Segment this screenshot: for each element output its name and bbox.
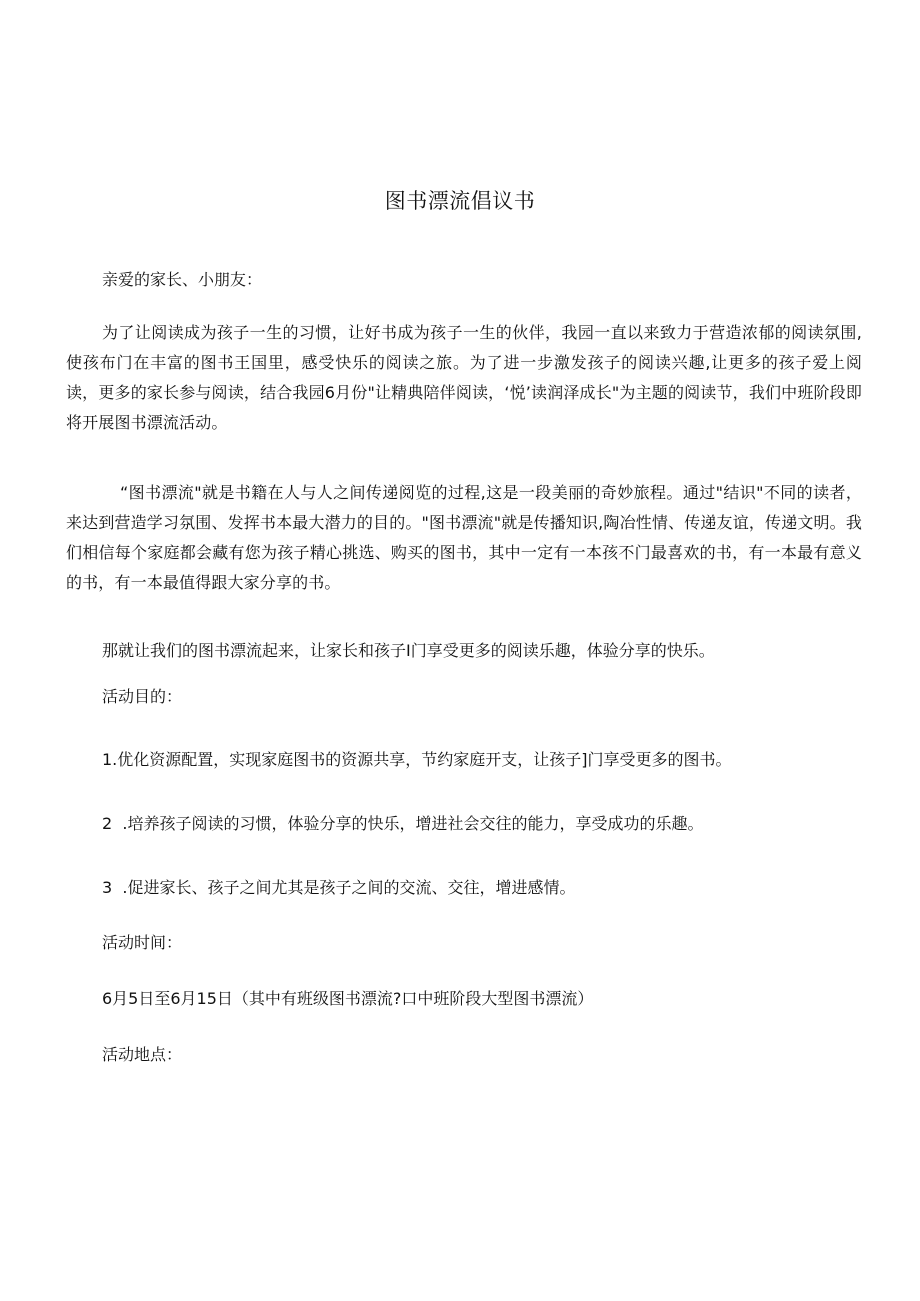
time-heading: 活动时间： xyxy=(102,933,183,952)
goal-item: 2 .培养孩子阅读的习惯，体验分享的快乐，增进社会交往的能力，享受成功的乐趣。 xyxy=(102,814,704,833)
invitation-paragraph: 那就让我们的图书漂流起来，让家长和孩子I门享受更多的阅读乐趣，体验分享的快乐。 xyxy=(102,641,715,660)
goal-item: 3 .促进家长、孩子之间尤其是孩子之间的交流、交往，增进感情。 xyxy=(102,878,576,897)
goals-heading: 活动目的： xyxy=(102,687,183,706)
document-title: 图书漂流倡议书 xyxy=(384,189,536,213)
intro-paragraph: 为了让阅读成为孩子一生的习惯，让好书成为孩子一生的伙伴，我园一直以来致力于营造浓郁的阅读氛围,使孩布门在丰富的图书王国里，感受快乐的阅读之旅。为了进一步激发孩子的阅读兴趣,让更多的孩子爱上阅读，更多的家长参与阅读，结合我园6月份"让精典陪伴阅读，‘悦’读润泽成长"为主题的阅读节，我们中班阶段即将开展图书漂流活动。 xyxy=(66,323,862,432)
definition-paragraph: “图书漂流"就是书籍在人与人之间传递阅览的过程,这是一段美丽的奇妙旅程。通过"结识"不同的读者，来达到营造学习氛围、发挥书本最大潜力的目的。"图书漂流"就是传播知识,陶冶性情、传递友谊，传递文明。我们相信每个家庭都会藏有您为孩子精心挑选、购买的图书，其中一定有一本孩不门最喜欢的书，有一本最有意义的书，有一本最值得跟大家分享的书。 xyxy=(66,483,862,592)
goal-item: 1.优化资源配置，实现家庭图书的资源共享，节约家庭开支，让孩子]门享受更多的图书。 xyxy=(102,750,732,769)
place-heading: 活动地点： xyxy=(102,1045,183,1064)
greeting: 亲爱的家长、小朋友： xyxy=(102,270,263,289)
time-value: 6月5日至6月15日（其中有班级图书漂流?口中班阶段大型图书漂流） xyxy=(102,989,594,1008)
